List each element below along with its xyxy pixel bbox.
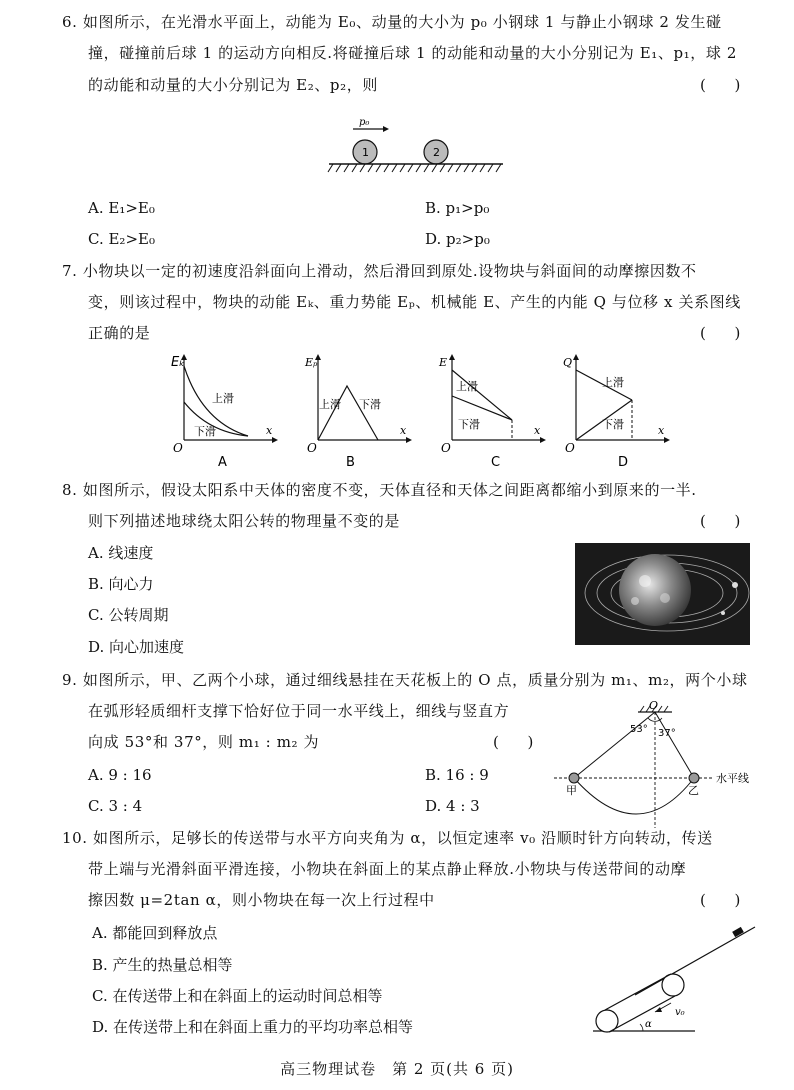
- q8-line-2: 则下列描述地球绕太阳公转的物理量不变的是: [88, 512, 401, 530]
- q6-p0-label: p₀: [359, 117, 370, 128]
- q6-line-3: 的动能和动量的大小分别记为 E₂、p₂，则: [88, 76, 378, 94]
- q8-option-b: B. 向心力: [88, 575, 154, 593]
- q10-alpha-label: α: [645, 1019, 652, 1030]
- q6-collision-figure: [325, 112, 505, 178]
- q9-pendulum-figure: [548, 700, 758, 830]
- q8-option-d: D. 向心加速度: [88, 638, 185, 656]
- q7-a-xlabel: x: [266, 424, 273, 437]
- q7-answer-paren: ( ): [700, 324, 741, 342]
- q6-ball-1-label: 1: [362, 146, 369, 159]
- q7-a-up-label: 上滑: [212, 392, 234, 405]
- q6-option-b: B. p₁>p₀: [425, 199, 490, 217]
- q10-conveyor-figure: [585, 905, 765, 1037]
- q10-line-1: 10. 如图所示，足够长的传送带与水平方向夹角为 α，以恒定速率 v₀ 沿顺时针方向转动，传送: [62, 829, 713, 847]
- q10-option-d: D. 在传送带上和在斜面上重力的平均功率总相等: [92, 1018, 414, 1036]
- q7-c-ylabel: E: [439, 356, 448, 369]
- q6-answer-paren: ( ): [700, 76, 741, 94]
- q7-b-down-label: 下滑: [359, 398, 381, 411]
- q7-d-origin: O: [565, 441, 575, 455]
- q7-graph-a: [168, 352, 280, 470]
- q7-c-origin: O: [441, 441, 451, 455]
- q8-answer-paren: ( ): [700, 512, 741, 530]
- q10-answer-paren: ( ): [700, 891, 741, 909]
- q9-option-c: C. 3 : 4: [88, 797, 143, 815]
- q8-option-c: C. 公转周期: [88, 606, 169, 624]
- q7-d-ylabel: Q: [563, 356, 573, 369]
- q7-a-down-label: 下滑: [194, 425, 216, 438]
- q9-ball-jia: 甲: [566, 784, 577, 797]
- q9-line-3: 向成 53°和 37°，则 m₁ : m₂ 为: [88, 733, 320, 751]
- q10-option-c: C. 在传送带上和在斜面上的运动时间总相等: [92, 987, 383, 1005]
- q9-angle-53: 53°: [630, 724, 648, 735]
- q10-option-b: B. 产生的热量总相等: [92, 956, 233, 974]
- q7-b-xlabel: x: [400, 424, 407, 437]
- q6-ball-2-label: 2: [433, 146, 440, 159]
- q9-option-a: A. 9 : 16: [88, 766, 152, 784]
- q7-b-origin: O: [307, 441, 317, 455]
- q9-answer-paren: ( ): [493, 733, 534, 751]
- q6-line-1: 6. 如图所示，在光滑水平面上，动能为 E₀、动量的大小为 p₀ 小钢球 1 与静止小钢球 2 发生碰: [62, 13, 722, 31]
- q10-line-2: 带上端与光滑斜面平滑连接，小物块在斜面上的某点静止释放.小物块与传送带间的动摩: [88, 860, 687, 878]
- q9-option-b: B. 16 : 9: [425, 766, 489, 784]
- q9-option-d: D. 4 : 3: [425, 797, 480, 815]
- q7-b-caption: B: [346, 455, 355, 470]
- q7-c-xlabel: x: [534, 424, 541, 437]
- q9-line-2: 在弧形轻质细杆支撑下恰好位于同一水平线上，细线与竖直方: [88, 702, 510, 720]
- q7-b-ylabel: Eₚ: [305, 356, 318, 369]
- q7-graph-d: [560, 352, 672, 470]
- q7-c-caption: C: [491, 455, 501, 470]
- q9-angle-37: 37°: [658, 728, 676, 739]
- q8-line-1: 8. 如图所示，假设太阳系中天体的密度不变，天体直径和天体之间距离都缩小到原来的一半.: [62, 481, 697, 499]
- q10-option-a: A. 都能回到释放点: [92, 924, 218, 942]
- q7-d-xlabel: x: [658, 424, 665, 437]
- q10-line-3: 擦因数 μ=2tan α，则小物块在每一次上行过程中: [88, 891, 435, 909]
- q9-line-1: 9. 如图所示，甲、乙两个小球，通过细线悬挂在天花板上的 O 点，质量分别为 m₁、m₂，两个小球: [62, 671, 748, 689]
- q9-point-o: O: [649, 700, 659, 712]
- q7-line-3: 正确的是: [88, 324, 151, 342]
- q6-line-2: 撞，碰撞前后球 1 的运动方向相反.将碰撞后球 1 的动能和动量的大小分别记为 E₁、p₁，球 2: [88, 44, 737, 62]
- q7-a-origin: O: [173, 441, 183, 455]
- q7-graph-c: [436, 352, 548, 470]
- q6-option-c: C. E₂>E₀: [88, 230, 155, 248]
- q6-option-d: D. p₂>p₀: [425, 230, 490, 248]
- q7-a-ylabel: Eₖ: [171, 355, 185, 370]
- q7-c-down-label: 下滑: [458, 418, 480, 431]
- q7-line-2: 变，则该过程中，物块的动能 Eₖ、重力势能 Eₚ、机械能 E、产生的内能 Q 与位移 x 关系图线: [88, 293, 741, 311]
- q7-d-up-label: 上滑: [602, 376, 624, 389]
- page-footer: 高三物理试卷 第 2 页(共 6 页): [280, 1060, 514, 1078]
- solar-system-photo: [575, 543, 750, 645]
- q6-option-a: A. E₁>E₀: [88, 199, 155, 217]
- q8-option-a: A. 线速度: [88, 544, 154, 562]
- q9-horizontal-label: 水平线: [716, 772, 749, 785]
- q7-c-up-label: 上滑: [456, 380, 478, 393]
- q7-line-1: 7. 小物块以一定的初速度沿斜面向上滑动，然后滑回到原处.设物块与斜面间的动摩擦因数不: [62, 262, 697, 280]
- q9-ball-yi: 乙: [688, 784, 699, 797]
- q10-v0-label: v₀: [675, 1007, 685, 1018]
- q7-b-up-label: 上滑: [319, 398, 341, 411]
- q7-d-caption: D: [618, 455, 629, 470]
- q7-a-caption: A: [218, 455, 227, 470]
- q7-graph-b: [302, 352, 414, 470]
- q7-d-down-label: 下滑: [602, 418, 624, 431]
